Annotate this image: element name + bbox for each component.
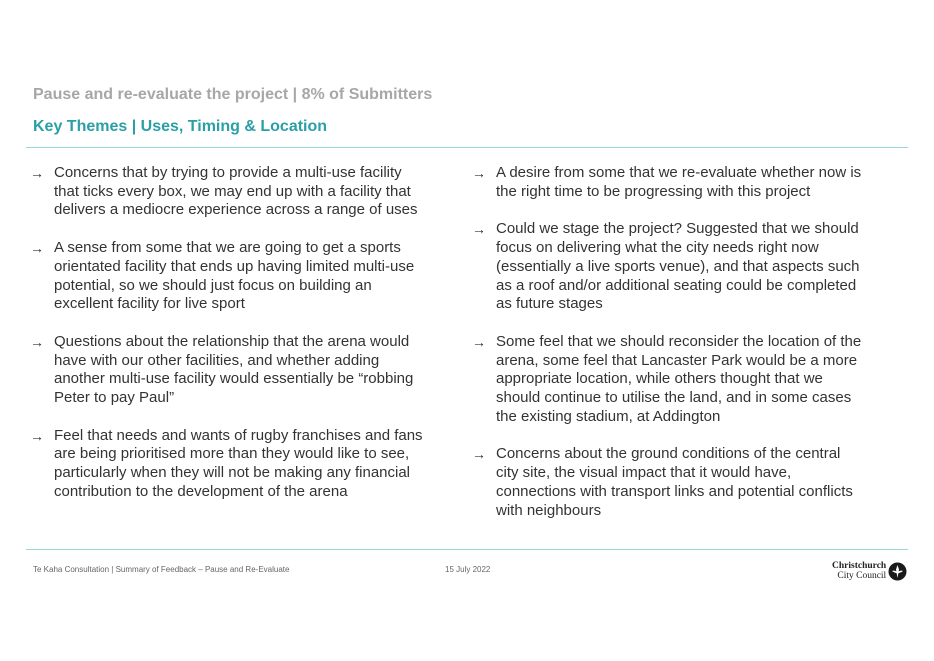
bullet-item bbox=[472, 164, 867, 201]
bullet-item bbox=[472, 333, 867, 427]
footer-date: 15 July 2022 bbox=[445, 565, 491, 574]
bullet-text: Feel that needs and wants of rugby franchises and fans are being prioritised more than they would like to see, particularly when they will not be making any financial contribution to the development of the arena bbox=[54, 426, 423, 500]
footer-document-title: Te Kaha Consultation | Summary of Feedback – Pause and Re-Evaluate bbox=[33, 565, 290, 574]
right-bullet-list bbox=[472, 164, 867, 520]
bullet-item bbox=[30, 164, 425, 220]
header-divider bbox=[26, 147, 908, 148]
left-bullet-list bbox=[30, 164, 425, 502]
bullet-item bbox=[30, 427, 425, 502]
arrow-right-icon: → bbox=[472, 165, 486, 181]
arrow-right-icon: → bbox=[30, 333, 44, 350]
bullet-item bbox=[30, 239, 425, 314]
bullet-text: A desire from some that we re-evaluate whether now is the right time to be progressing with this project bbox=[496, 164, 862, 200]
slide-title: Key Themes | Uses, Timing & Location bbox=[33, 118, 328, 135]
bullet-item bbox=[472, 220, 867, 314]
footer-divider bbox=[26, 549, 908, 550]
christchurch-city-council-logo-icon bbox=[888, 562, 907, 581]
bullet-text: Concerns about the ground conditions of the central city site, the visual impact that it would have, connections with transport links and potential conflicts with neighbours bbox=[496, 445, 853, 519]
slide-subtitle: Pause and re-evaluate the project | 8% of Submitters bbox=[33, 86, 433, 103]
arrow-right-icon: → bbox=[30, 427, 44, 444]
logo-line-2: City Council bbox=[837, 570, 887, 581]
bullet-text: Concerns that by trying to provide a multi-use facility that ticks every box, we may end up with a facility that delivers a mediocre experience across a range of uses bbox=[54, 164, 418, 219]
bullet-text: A sense from some that we are going to get a sports orientated facility that ends up having limited multi-use potential, so we should just focus on building an excellent facility for live sport bbox=[54, 239, 415, 313]
council-logo bbox=[832, 562, 907, 581]
arrow-right-icon: → bbox=[472, 333, 486, 350]
logo-wordmark bbox=[832, 562, 886, 581]
bullet-text: Questions about the relationship that the arena would have with our other facilities, and whether adding another multi-use facility would essentially be “robbing Peter to pay Paul” bbox=[54, 332, 414, 407]
arrow-right-icon: → bbox=[30, 165, 44, 181]
logo-line-1: Christchurch bbox=[832, 561, 887, 571]
bullet-item bbox=[30, 333, 425, 408]
bullet-item bbox=[472, 445, 867, 520]
arrow-right-icon: → bbox=[472, 446, 486, 463]
bullet-text: Some feel that we should reconsider the location of the arena, some feel that Lancaster Park would be a more appropriate location, while others thought that we should continue to utilise the land, and in some cases the existing stadium, at Addington bbox=[496, 332, 862, 425]
bullet-text: Could we stage the project? Suggested that we should focus on delivering what the city needs right now (essentially a live sports venue), and that aspects such as a roof and/or additional seating could be completed as future stages bbox=[496, 220, 860, 313]
arrow-right-icon: → bbox=[472, 221, 486, 238]
arrow-right-icon: → bbox=[30, 240, 44, 257]
